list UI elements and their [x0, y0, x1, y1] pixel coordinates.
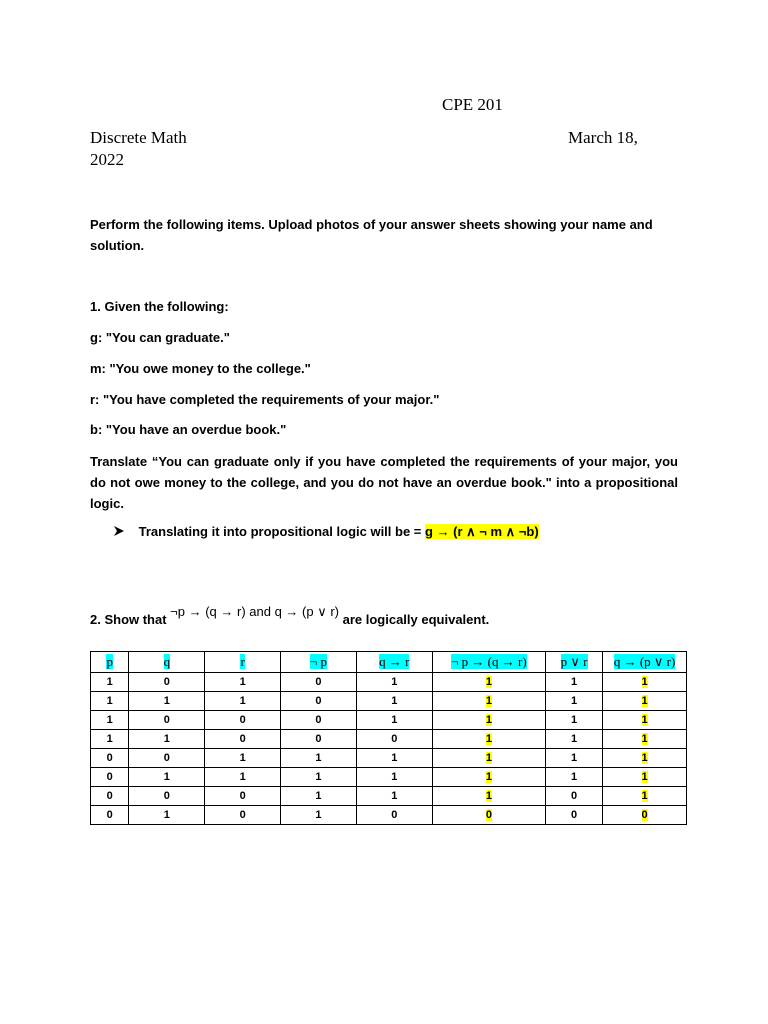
- table-cell: [546, 749, 603, 768]
- truth-table: [90, 651, 687, 825]
- table-cell-value: 1: [106, 714, 113, 726]
- table-cell-value: 1: [641, 752, 648, 764]
- table-cell: [432, 787, 545, 806]
- table-cell: [603, 806, 687, 825]
- table-cell: [129, 768, 205, 787]
- table-cell: [603, 768, 687, 787]
- table-cell: [91, 730, 129, 749]
- table-cell: [91, 768, 129, 787]
- truth-table-body: [91, 673, 687, 825]
- table-cell-value: 0: [106, 752, 113, 764]
- table-cell-value: 0: [315, 676, 322, 688]
- table-cell-value: 1: [163, 695, 170, 707]
- table-cell: [603, 730, 687, 749]
- table-cell: [603, 749, 687, 768]
- table-cell-value: 1: [641, 790, 648, 802]
- table-cell-value: 1: [239, 676, 246, 688]
- header-cell-not-p: ¬ p: [281, 652, 357, 673]
- table-cell-value: 1: [106, 695, 113, 707]
- table-cell-value: 0: [106, 790, 113, 802]
- table-cell: [432, 768, 545, 787]
- table-cell-value: 1: [641, 676, 648, 688]
- table-cell-value: 1: [485, 752, 492, 764]
- table-cell: [129, 673, 205, 692]
- table-cell: [281, 673, 357, 692]
- table-cell: [205, 787, 281, 806]
- table-row: [91, 768, 687, 787]
- table-cell: [546, 787, 603, 806]
- table-cell: [91, 787, 129, 806]
- header-cell-p: p: [91, 652, 129, 673]
- table-cell: [603, 787, 687, 806]
- table-cell-value: 0: [163, 790, 170, 802]
- table-cell: [356, 692, 432, 711]
- table-cell-value: 1: [391, 695, 398, 707]
- table-cell: [205, 768, 281, 787]
- table-cell-value: 0: [239, 733, 246, 745]
- table-cell-value: 1: [106, 733, 113, 745]
- table-cell: [205, 806, 281, 825]
- table-cell: [546, 692, 603, 711]
- header-cell-not-p-implies-q-implies-r: ¬ p → (q → r): [432, 652, 545, 673]
- table-cell-value: 0: [239, 714, 246, 726]
- table-row: [91, 730, 687, 749]
- table-cell-value: 1: [485, 676, 492, 688]
- table-row: [91, 692, 687, 711]
- table-cell-value: 1: [571, 676, 578, 688]
- subject-title: Discrete Math: [90, 128, 187, 147]
- table-cell: [91, 749, 129, 768]
- table-cell-value: 1: [391, 676, 398, 688]
- table-cell-value: 1: [163, 809, 170, 821]
- table-cell: [205, 692, 281, 711]
- question-2-line: [90, 604, 490, 628]
- table-cell-value: 1: [485, 771, 492, 783]
- table-cell: [281, 806, 357, 825]
- table-cell-value: 1: [485, 790, 492, 802]
- table-cell: [546, 711, 603, 730]
- table-cell-value: 0: [239, 809, 246, 821]
- table-cell-value: 1: [315, 809, 322, 821]
- table-cell: [129, 692, 205, 711]
- definition-r: r: "You have completed the requirements of your major.": [90, 392, 440, 407]
- table-cell: [356, 749, 432, 768]
- table-cell: [432, 749, 545, 768]
- table-cell-value: 1: [315, 790, 322, 802]
- table-cell-value: 0: [485, 809, 492, 821]
- table-cell: [356, 787, 432, 806]
- table-cell: [432, 730, 545, 749]
- table-cell-value: 1: [391, 771, 398, 783]
- table-cell: [281, 768, 357, 787]
- table-cell-value: 0: [106, 771, 113, 783]
- table-cell-value: 0: [163, 714, 170, 726]
- table-cell-value: 0: [239, 790, 246, 802]
- answer-label: Translating it into propositional logic will be =: [138, 524, 426, 539]
- table-cell: [546, 768, 603, 787]
- table-cell-value: 0: [315, 733, 322, 745]
- table-cell-value: 1: [239, 752, 246, 764]
- table-cell-value: 1: [641, 714, 648, 726]
- question-2-prefix: 2. Show that: [90, 612, 171, 627]
- table-cell: [205, 730, 281, 749]
- table-cell: [432, 673, 545, 692]
- table-cell-value: 1: [485, 695, 492, 707]
- table-cell-value: 0: [571, 809, 578, 821]
- table-cell-value: 1: [571, 771, 578, 783]
- table-cell-value: 0: [571, 790, 578, 802]
- table-cell-value: 0: [641, 809, 648, 821]
- table-cell: [356, 806, 432, 825]
- question-1-title: 1. Given the following:: [90, 299, 229, 314]
- table-cell-value: 0: [163, 752, 170, 764]
- table-row: [91, 711, 687, 730]
- definition-b: b: "You have an overdue book.": [90, 422, 287, 437]
- table-cell: [281, 749, 357, 768]
- table-cell-value: 1: [391, 790, 398, 802]
- table-cell-value: 1: [163, 771, 170, 783]
- truth-table-header-row: [91, 652, 687, 673]
- table-row: [91, 806, 687, 825]
- table-cell: [129, 711, 205, 730]
- table-cell-value: 0: [391, 809, 398, 821]
- table-cell: [281, 787, 357, 806]
- table-cell: [91, 673, 129, 692]
- table-cell: [432, 711, 545, 730]
- table-cell: [546, 806, 603, 825]
- table-cell-value: 1: [315, 752, 322, 764]
- table-cell-value: 1: [485, 733, 492, 745]
- table-cell-value: 1: [239, 771, 246, 783]
- table-cell: [91, 711, 129, 730]
- table-cell-value: 1: [641, 695, 648, 707]
- table-cell: [356, 711, 432, 730]
- answer-formula: g → (r ∧ ¬ m ∧ ¬b): [425, 524, 539, 539]
- table-cell: [432, 692, 545, 711]
- table-cell-value: 1: [641, 771, 648, 783]
- table-cell-value: 1: [571, 752, 578, 764]
- table-cell: [603, 692, 687, 711]
- table-cell: [91, 806, 129, 825]
- table-cell: [546, 730, 603, 749]
- table-cell: [205, 673, 281, 692]
- table-cell: [356, 673, 432, 692]
- table-cell: [603, 673, 687, 692]
- table-cell-value: 0: [391, 733, 398, 745]
- table-cell-value: 0: [163, 676, 170, 688]
- date-month-day: March 18,: [568, 128, 638, 147]
- table-cell-value: 1: [571, 714, 578, 726]
- table-cell: [603, 711, 687, 730]
- table-row: [91, 749, 687, 768]
- table-cell-value: 1: [239, 695, 246, 707]
- table-cell-value: 0: [315, 714, 322, 726]
- header-cell-q-implies-r: q → r: [356, 652, 432, 673]
- table-cell-value: 1: [391, 714, 398, 726]
- table-cell: [281, 692, 357, 711]
- table-cell: [129, 806, 205, 825]
- table-cell-value: 1: [315, 771, 322, 783]
- translate-prompt: Translate “You can graduate only if you have completed the requirements of your major, you do not owe money to the college, and you do not have an overdue book." into a propositional logic.: [90, 454, 678, 511]
- header-cell-q: q: [129, 652, 205, 673]
- table-cell-value: 1: [106, 676, 113, 688]
- arrow-bullet-icon: [113, 522, 135, 542]
- table-cell: [281, 730, 357, 749]
- answer-line: [113, 522, 539, 542]
- course-code: CPE 201: [442, 95, 503, 114]
- table-cell: [546, 673, 603, 692]
- table-cell: [281, 711, 357, 730]
- table-cell: [129, 730, 205, 749]
- definition-g: g: "You can graduate.": [90, 330, 230, 345]
- table-cell: [205, 749, 281, 768]
- table-cell-value: 1: [391, 752, 398, 764]
- header-cell-p-or-r: p ∨ r: [546, 652, 603, 673]
- table-cell-value: 1: [163, 733, 170, 745]
- table-cell: [432, 806, 545, 825]
- table-cell-value: 1: [485, 714, 492, 726]
- table-cell: [91, 692, 129, 711]
- table-cell-value: 0: [315, 695, 322, 707]
- table-cell-value: 0: [106, 809, 113, 821]
- table-cell-value: 1: [571, 733, 578, 745]
- question-2-suffix: are logically equivalent.: [342, 612, 490, 627]
- instructions-text: Perform the following items. Upload photos of your answer sheets showing your name and solution.: [90, 217, 653, 253]
- table-row: [91, 787, 687, 806]
- table-cell: [356, 768, 432, 787]
- date-year: 2022: [90, 150, 124, 169]
- table-cell: [129, 749, 205, 768]
- table-cell-value: 1: [641, 733, 648, 745]
- header-cell-r: r: [205, 652, 281, 673]
- table-cell: [205, 711, 281, 730]
- table-row: [91, 673, 687, 692]
- table-cell: [129, 787, 205, 806]
- header-cell-q-implies-p-or-r: q → (p ∨ r): [603, 652, 687, 673]
- definition-m: m: "You owe money to the college.": [90, 361, 311, 376]
- table-cell: [356, 730, 432, 749]
- table-cell-value: 1: [571, 695, 578, 707]
- question-2-formula: ¬p → (q → r) and q → (p ∨ r): [170, 604, 339, 619]
